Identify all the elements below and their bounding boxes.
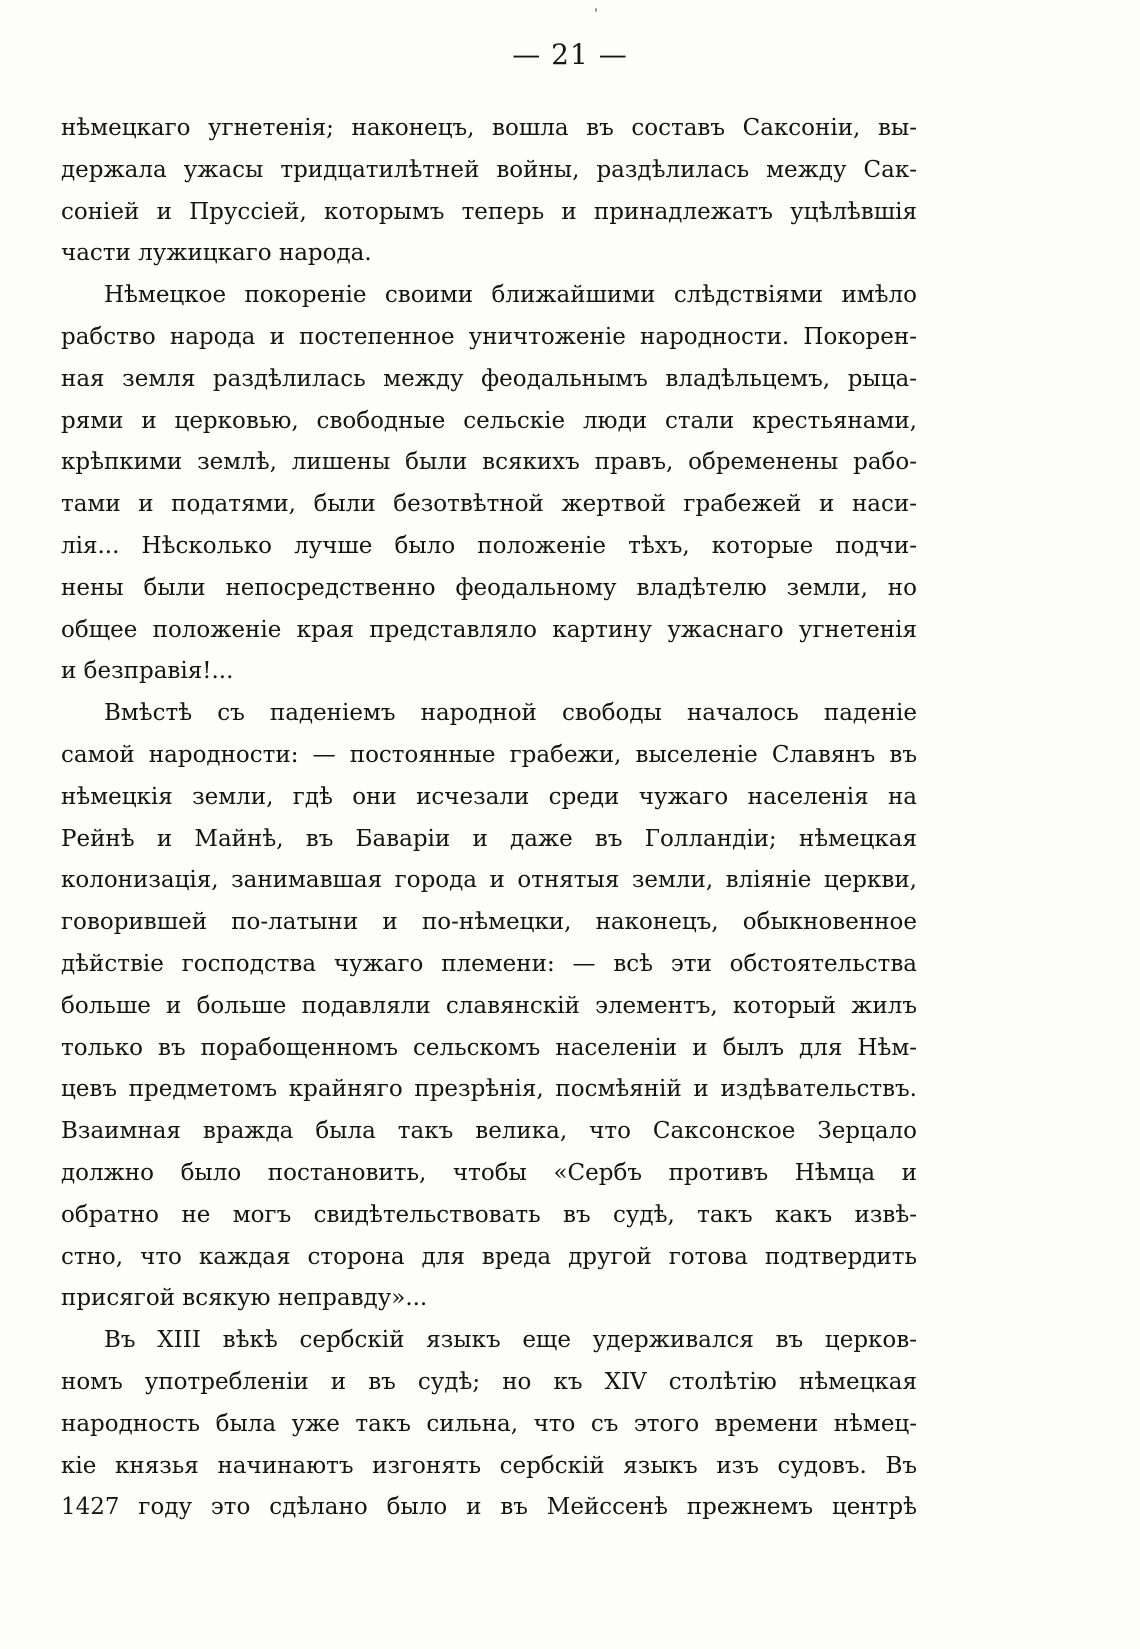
text-line: Нѣмецкое покореніе своими ближайшими слѣдствіями имѣло	[104, 282, 917, 309]
text-line: общее положеніе края представляло картину ужаснаго угнетенія	[61, 616, 917, 643]
text-line: ная земля раздѣлилась между феодальнымъ владѣльцемъ, рыца-	[61, 365, 917, 392]
text-line: и безправія!...	[61, 658, 234, 685]
text-line: Вмѣстѣ съ паденіемъ народной свободы началось паденіе	[104, 700, 917, 727]
text-line: присягой всякую неправду»...	[61, 1285, 428, 1312]
text-line: стно, что каждая сторона для вреда другой готова подтвердить	[61, 1243, 917, 1270]
text-line: самой народности: — постоянные грабежи, выселеніе Славянъ въ	[61, 741, 917, 768]
text-line: больше и больше подавляли славянскій элементъ, который жилъ	[61, 992, 917, 1019]
text-line: соніей и Пруссіей, которымъ теперь и принадлежатъ уцѣлѣвшія	[61, 198, 917, 225]
text-line: крѣпкими землѣ, лишены были всякихъ правъ, обременены рабо-	[61, 449, 917, 476]
text-line: номъ употребленіи и въ судѣ; но къ XIV столѣтію нѣмецкая	[61, 1368, 917, 1395]
text-line: народность была уже такъ сильна, что съ этого времени нѣмец-	[61, 1410, 917, 1437]
text-line: нѣмецкія земли, гдѣ они исчезали среди чужаго населенія на	[61, 783, 917, 810]
scan-speck-mark	[595, 8, 597, 12]
text-line: рабство народа и постепенное уничтоженіе народности. Покорен-	[61, 323, 917, 350]
text-line: должно было постановить, чтобы «Сербъ противъ Нѣмца и	[61, 1159, 917, 1186]
text-line: держала ужасы тридцатилѣтней войны, раздѣлилась между Сак-	[61, 156, 917, 183]
text-line: нены были непосредственно феодальному владѣтелю земли, но	[61, 574, 917, 601]
text-line: колонизація, занимавшая города и отнятыя земли, вліяніе церкви,	[61, 867, 917, 894]
text-line: кіе князья начинаютъ изгонять сербскій языкъ изъ судовъ. Въ	[61, 1452, 917, 1479]
text-line: цевъ предметомъ крайняго презрѣнія, посмѣяній и издѣвательствъ.	[61, 1076, 917, 1103]
text-line: части лужицкаго народа.	[61, 240, 372, 267]
text-line: обратно не могъ свидѣтельствовать въ судѣ, такъ какъ извѣ-	[61, 1201, 917, 1228]
text-line: дѣйствіе господства чужаго племени: — всѣ эти обстоятельства	[61, 950, 917, 977]
text-line: Рейнѣ и Майнѣ, въ Баваріи и даже въ Голландіи; нѣмецкая	[61, 825, 917, 852]
page-number: — 21 —	[512, 38, 628, 71]
text-line: только въ порабощенномъ сельскомъ населеніи и былъ для Нѣм-	[61, 1034, 917, 1061]
text-line: нѣмецкаго угнетенія; наконецъ, вошла въ составъ Саксоніи, вы-	[61, 115, 917, 141]
text-line: Взаимная вражда была такъ велика, что Саксонское Зерцало	[61, 1118, 917, 1145]
page-text-body	[61, 108, 917, 1529]
text-line: тами и податями, были безотвѣтной жертвой грабежей и наси-	[61, 491, 917, 518]
text-line: говорившей по-латыни и по-нѣмецки, наконецъ, обыкновенное	[61, 909, 917, 936]
text-line: рями и церковью, свободные сельскіе люди стали крестьянами,	[61, 407, 917, 434]
text-line: Въ XIII вѣкѣ сербскій языкъ еще удерживался въ церков-	[104, 1327, 917, 1354]
text-line: 1427 году это сдѣлано было и въ Мейссенѣ прежнемъ центрѣ	[61, 1494, 917, 1521]
text-line: лія... Нѣсколько лучше было положеніе тѣхъ, которые подчи-	[61, 532, 917, 559]
